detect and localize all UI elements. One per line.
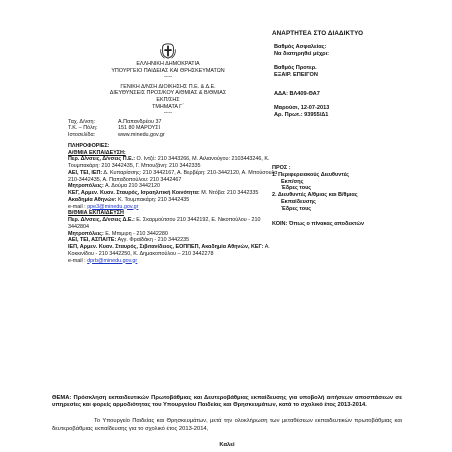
call-heading: Καλεί <box>219 441 235 448</box>
priority-value: ΕΞΑΙΡ. ΕΠΕΙΓΟΝ <box>274 71 318 78</box>
contact-line: Περ. Δ/νσεις, Δ/νσεις Π.Ε.: Ο. Ιντζέ: 210 3443266, Μ. Αιλιανούγου: 2103443246, Κ. Τουμπακάρη: 210 3442435, Γ. Μπουζάνη: 210 3442335 <box>68 156 270 169</box>
date-protocol <box>274 105 442 119</box>
country-name: ΕΛΛΗΝΙΚΗ ΔΗΜΟΚΡΑΤΙΑ <box>136 61 200 67</box>
street-value: Α.Παπανδρέου 37 <box>118 118 162 125</box>
date-place: Μαρούσι, 12-07-2013 <box>274 104 330 111</box>
email-line: e-mail : ppe3@minedu.gov.gr <box>68 203 139 210</box>
website-label: Ιστοσελίδα: <box>68 132 96 138</box>
separator: ----- <box>163 109 173 116</box>
recipient-sub: Έδρες τους <box>281 185 312 192</box>
recipients <box>272 165 442 228</box>
recipient-item: 2. Διευθυντές Α/θμιας και Β/θμιας <box>272 192 358 199</box>
ada-code: ΑΔΑ: ΒΛ409-ΘΑ7 <box>274 90 320 97</box>
departments: ΤΜΗΜΑΤΑ Γ΄ <box>152 103 184 110</box>
posted-online-title: ΑΝΑΡΤΗΤΕΑ ΣΤΟ ΔΙΑΔΙΚΤΥΟ <box>272 30 364 37</box>
letter-body <box>52 395 402 449</box>
secondary-heading: Β/ΘΜΙΑ ΕΚΠΑΙΔΕΥΣΗ <box>68 210 124 217</box>
contact-line: ΑΕΙ, ΤΕΙ, ΑΣΠΑΙΤΕ: Αγγ. Φραϊδάκη - 210 3442235 <box>68 237 190 244</box>
info-heading: ΠΛΗΡΟΦΟΡΙΕΣ: <box>68 142 110 149</box>
contact-info <box>68 143 278 265</box>
recipient-sub: Έδρες τους <box>281 206 312 212</box>
city-value: 151 80 ΜΑΡΟΥΣΙ <box>118 125 161 132</box>
email-link-primary[interactable]: ppe3@minedu.gov.gr <box>87 203 139 210</box>
security-level: Βαθμός Ασφαλείας: <box>274 43 327 50</box>
security-info <box>274 44 442 58</box>
contact-line: ΑΕΙ, ΤΕΙ, ΙΕΠ: Δ. Κυπαρίσσης: 210 3442167, Α. Βερβέρη: 210-3442120, Α. Μπούσουλα 210-3442435, Α. Παπαδοπούλου: 210 3442467 <box>68 169 278 183</box>
carbon-copy: ΚΟΙΝ: Όπως ο πίνακας αποδεκτών <box>272 220 365 227</box>
contact-line: Μητροπόλεις: Α. Δούμα 210 3442120 <box>68 183 160 190</box>
body-paragraph: Το Υπουργείο Παιδείας και Θρησκευμάτων, μετά την ολοκλήρωση των μεταθέσεων εκπαιδευτικών πρωτοβάθμιας και δευτεροβάθμιας εκπαίδευσης για το σχολικό έτος 2013-2014, <box>52 418 402 432</box>
contact-line: Περ. Δ/νσεις, Δ/νσεις Δ.Ε.: Ε. Σκαρμούτσου 210 3442192, Ε. Νικοπούλου - 210 3442804 <box>68 217 261 230</box>
primary-heading: Α/ΘΜΙΑ ΕΚΠΑΙΔΕΥΣΗ: <box>68 149 126 156</box>
priority-info <box>274 65 442 79</box>
document-meta-column <box>272 30 442 228</box>
city-label: Τ.Κ. – Πόλη: <box>68 125 98 132</box>
street-label: Ταχ. Δ/νση: <box>68 118 95 125</box>
to-label: ΠΡΟΣ : <box>272 164 291 171</box>
directorate-general: ΓΕΝΙΚΗ Δ/ΝΣΗ ΔΙΟΙΚΗΣΗΣ Π.Ε. & Δ.Ε. <box>120 83 216 90</box>
contact-line: ΙΕΠ, Αρμεν. Κυαν. Σταυρός, Σιβιτανίδειος, ΕΟΠΠΕΠ, Ακαδημία Αθηνών, ΚΕΓ: Α. Κοκκινίδου - 210 3442250, Κ. Δημακοπούλου – 210 3442278 <box>68 244 270 257</box>
recipient-sub: Εκπαίδευσης <box>281 199 316 206</box>
website-value: www.minedu.gov.gr <box>118 132 165 138</box>
letterhead-column <box>68 42 278 264</box>
email-line: e-mail : dprb@minedu.gov.gr <box>68 257 138 264</box>
recipient-sub: Εκπ/σης <box>281 178 304 185</box>
greek-emblem-icon <box>159 42 177 60</box>
postal-address <box>68 119 268 139</box>
email-link-secondary[interactable]: dprb@minedu.gov.gr <box>87 257 138 264</box>
directorates-education: ΕΚΠ/ΣΗΣ <box>156 97 180 103</box>
ministry-name: ΥΠΟΥΡΓΕΙΟ ΠΑΙΔΕΙΑΣ ΚΑΙ ΘΡΗΣΚΕΥΜΑΤΩΝ <box>111 67 225 74</box>
protocol-number: Αρ. Πρωτ.: 93955/Δ1 <box>274 111 329 118</box>
separator: ----- <box>163 73 173 80</box>
priority-label: Βαθμός Προτερ. <box>274 64 317 71</box>
subject-line: ΘΕΜΑ: Πρόσκληση εκπαιδευτικών Πρωτοβάθμιας και Δευτεροβάθμιας εκπαίδευσης για υποβολή αιτήσεων αποσπάσεων σε υπηρεσίες και φορείς αρμοδιότητας του Υπουργείου Παιδείας και Θρησκευμάτων, κατά το σχολικό έτος 2013-2014. <box>52 395 402 409</box>
contact-line: ΚΕΓ, Αρμεν. Κυαν. Σταυρός, Ισραηλιτική Κοινότητα: Μ. Ντόβα: 210 3442335 <box>68 190 259 196</box>
retention-period: Να διατηρηθεί μέχρι: <box>274 50 330 57</box>
recipient-item: 1. Περιφερειακούς Διευθυντές <box>272 171 350 178</box>
contact-line: Μητροπόλεις: Ε. Μπιμιρη - 210 3442280 <box>68 230 168 237</box>
directorates: ΔΙΕΥΘΥΝΣΕΙΣ ΠΡΟΣ/ΚΟΥ Α/ΘΜΙΑΣ & Β/ΘΜΙΑΣ <box>109 90 227 97</box>
contact-line: Ακαδημία Αθηνών: Κ. Τουμπακάρη: 210 3442435 <box>68 196 190 203</box>
